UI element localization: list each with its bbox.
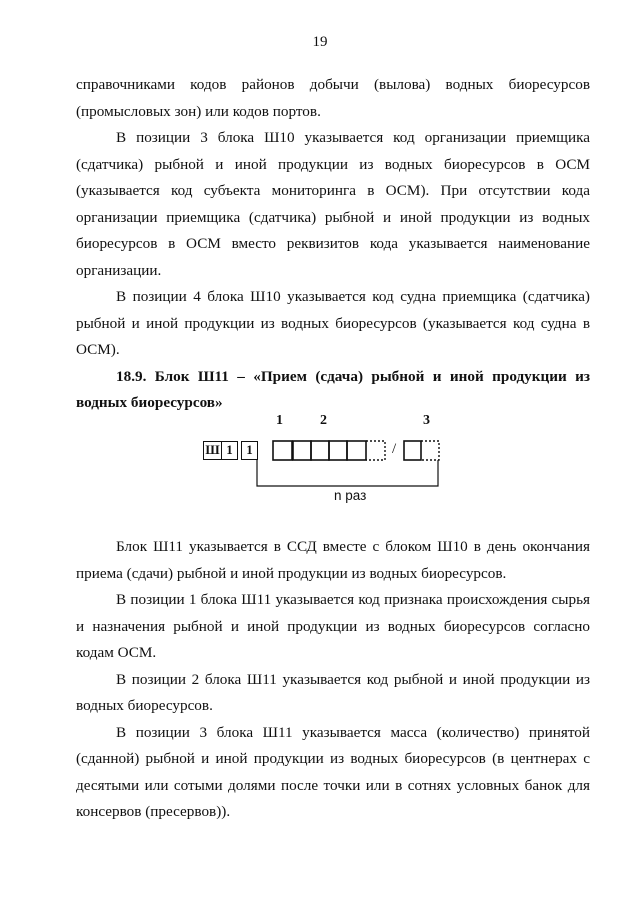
position-label-3: 3 (423, 413, 430, 428)
paragraph-position-4-sh10: В позиции 4 блока Ш10 указывается код судна приемщика (сдатчика) рыбной и иной продукции из водных биоресурсов (указывается код судна в ОСМ). (76, 288, 590, 358)
paragraph-position-3-sh11: В позиции 3 блока Ш11 указывается масса (количество) принятой (сданной) рыбной и иной продукции из водных биоресурсов (в центнерах с десятыми или сотыми долями после точки или в сотнях условных банок для консервов (пресервов)). (76, 723, 590, 820)
repeat-label: n раз (334, 488, 367, 503)
position-label-2: 2 (320, 413, 327, 428)
text-block-top (76, 72, 590, 417)
paragraph-position-1-sh11: В позиции 1 блока Ш11 указывается код признака происхождения сырья и назначения рыбной и иной продукции из водных биоресурсов согласно кодам ОСМ. (76, 591, 590, 661)
paragraph-continuation: справочниками кодов районов добычи (вылова) водных биоресурсов (промысловых зон) или кодов портов. (76, 76, 590, 120)
block-cell-sh: Ш (203, 441, 222, 460)
block-cell-1b: 1 (241, 441, 258, 460)
block-cell-1a: 1 (221, 441, 238, 460)
section-heading: 18.9. Блок Ш11 – «Прием (сдача) рыбной и иной продукции из водных биоресурсов» (76, 367, 590, 411)
paragraph-position-3-sh10: В позиции 3 блока Ш10 указывается код организации приемщика (сдатчика) рыбной и иной продукции из водных биоресурсов в ОСМ (указывается код субъекта мониторинга в ОСМ). При отсутствии кода организации приемщика (сдатчика) рыбной и иной продукции из водных биоресурсов в ОСМ вместо реквизитов кода указывается наименование организации. (76, 129, 590, 279)
paragraph-sh11-usage: Блок Ш11 указывается в ССД вместе с блоком Ш10 в день окончания приема (сдачи) рыбной и иной продукции из водных биоресурсов. (76, 538, 590, 582)
text-block-bottom (76, 534, 590, 826)
separator-slash: / (392, 441, 397, 457)
paragraph-position-2-sh11: В позиции 2 блока Ш11 указывается код рыбной и иной продукции из водных биоресурсов. (76, 670, 590, 714)
position-label-1: 1 (276, 413, 283, 428)
page-number: 19 (312, 34, 328, 50)
